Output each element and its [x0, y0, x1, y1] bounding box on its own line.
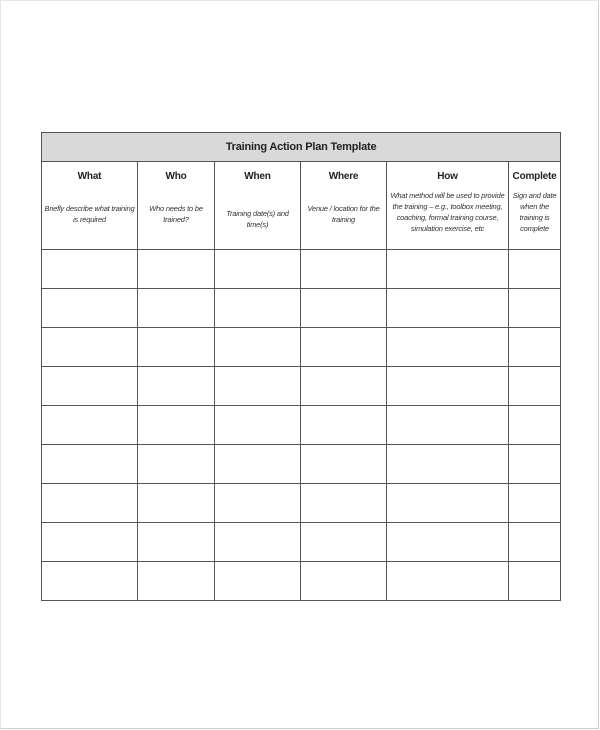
- table-cell[interactable]: [138, 250, 215, 289]
- table-cell[interactable]: [301, 523, 387, 562]
- title-row: [42, 133, 561, 162]
- column-description: Training date(s) and time(s): [226, 209, 289, 229]
- table-cell[interactable]: [215, 289, 301, 328]
- table-row: [42, 367, 561, 406]
- table-cell[interactable]: [215, 406, 301, 445]
- table-row: [42, 406, 561, 445]
- table-cell[interactable]: [387, 523, 509, 562]
- column-heading: Where: [328, 171, 359, 182]
- table-cell[interactable]: [215, 562, 301, 601]
- table-cell[interactable]: [138, 562, 215, 601]
- table-cell[interactable]: [215, 250, 301, 289]
- table-cell[interactable]: [387, 328, 509, 367]
- table-cell[interactable]: [42, 445, 138, 484]
- table-row: [42, 523, 561, 562]
- column-heading: When: [244, 171, 271, 182]
- table-cell[interactable]: [509, 445, 561, 484]
- table-row: [42, 289, 561, 328]
- table-cell[interactable]: [387, 406, 509, 445]
- table-cell[interactable]: [509, 250, 561, 289]
- table-cell[interactable]: [215, 523, 301, 562]
- table-cell[interactable]: [387, 445, 509, 484]
- table-cell[interactable]: [509, 523, 561, 562]
- column-header-how: [387, 162, 509, 250]
- table-cell[interactable]: [301, 406, 387, 445]
- table-cell[interactable]: [42, 484, 138, 523]
- table-cell[interactable]: [301, 289, 387, 328]
- column-description: Briefly describe what training is required: [44, 204, 135, 224]
- empty-rows: [42, 250, 561, 601]
- table-cell[interactable]: [42, 523, 138, 562]
- table-cell[interactable]: [509, 562, 561, 601]
- table-row: [42, 250, 561, 289]
- table-cell[interactable]: [215, 367, 301, 406]
- table-row: [42, 328, 561, 367]
- table-title: Training Action Plan Template: [42, 133, 561, 162]
- table-cell[interactable]: [215, 328, 301, 367]
- table-cell[interactable]: [387, 289, 509, 328]
- column-header-where: [301, 162, 387, 250]
- column-description: Sign and date when the training is complete: [512, 191, 557, 233]
- table-cell[interactable]: [509, 406, 561, 445]
- table-cell[interactable]: [138, 367, 215, 406]
- table-cell[interactable]: [42, 328, 138, 367]
- table-cell[interactable]: [42, 406, 138, 445]
- table-cell[interactable]: [42, 562, 138, 601]
- table-cell[interactable]: [301, 367, 387, 406]
- table-cell[interactable]: [138, 328, 215, 367]
- table-cell[interactable]: [301, 562, 387, 601]
- table-cell[interactable]: [215, 484, 301, 523]
- table-cell[interactable]: [138, 523, 215, 562]
- table-cell[interactable]: [138, 406, 215, 445]
- column-description: Venue / location for the training: [307, 204, 380, 224]
- table-cell[interactable]: [387, 250, 509, 289]
- table-cell[interactable]: [42, 289, 138, 328]
- column-header-complete: [509, 162, 561, 250]
- table-cell[interactable]: [42, 250, 138, 289]
- column-description: What method will be used to provide the training – e.g., toolbox meeting, coaching, formal training course, simulation exercise, etc: [390, 191, 505, 233]
- table-cell[interactable]: [138, 289, 215, 328]
- table-cell[interactable]: [509, 484, 561, 523]
- table-cell[interactable]: [387, 367, 509, 406]
- column-header-what: [42, 162, 138, 250]
- table-cell[interactable]: [509, 328, 561, 367]
- training-action-plan-table: [41, 132, 561, 601]
- table-row: [42, 562, 561, 601]
- column-description: Who needs to be trained?: [149, 204, 203, 224]
- column-header-who: [138, 162, 215, 250]
- table-cell[interactable]: [387, 562, 509, 601]
- table-cell[interactable]: [301, 484, 387, 523]
- column-heading: Complete: [512, 171, 557, 182]
- table-cell[interactable]: [301, 445, 387, 484]
- column-header-when: [215, 162, 301, 250]
- table-cell[interactable]: [138, 445, 215, 484]
- column-heading: Who: [165, 171, 187, 182]
- column-heading: How: [437, 171, 458, 182]
- table-cell[interactable]: [387, 484, 509, 523]
- table-cell[interactable]: [138, 484, 215, 523]
- table-cell[interactable]: [42, 367, 138, 406]
- table-cell[interactable]: [301, 250, 387, 289]
- table-cell[interactable]: [509, 367, 561, 406]
- table-cell[interactable]: [509, 289, 561, 328]
- header-row: [42, 162, 561, 250]
- table-row: [42, 445, 561, 484]
- table-cell[interactable]: [215, 445, 301, 484]
- table-cell[interactable]: [301, 328, 387, 367]
- column-heading: What: [77, 171, 102, 182]
- table-row: [42, 484, 561, 523]
